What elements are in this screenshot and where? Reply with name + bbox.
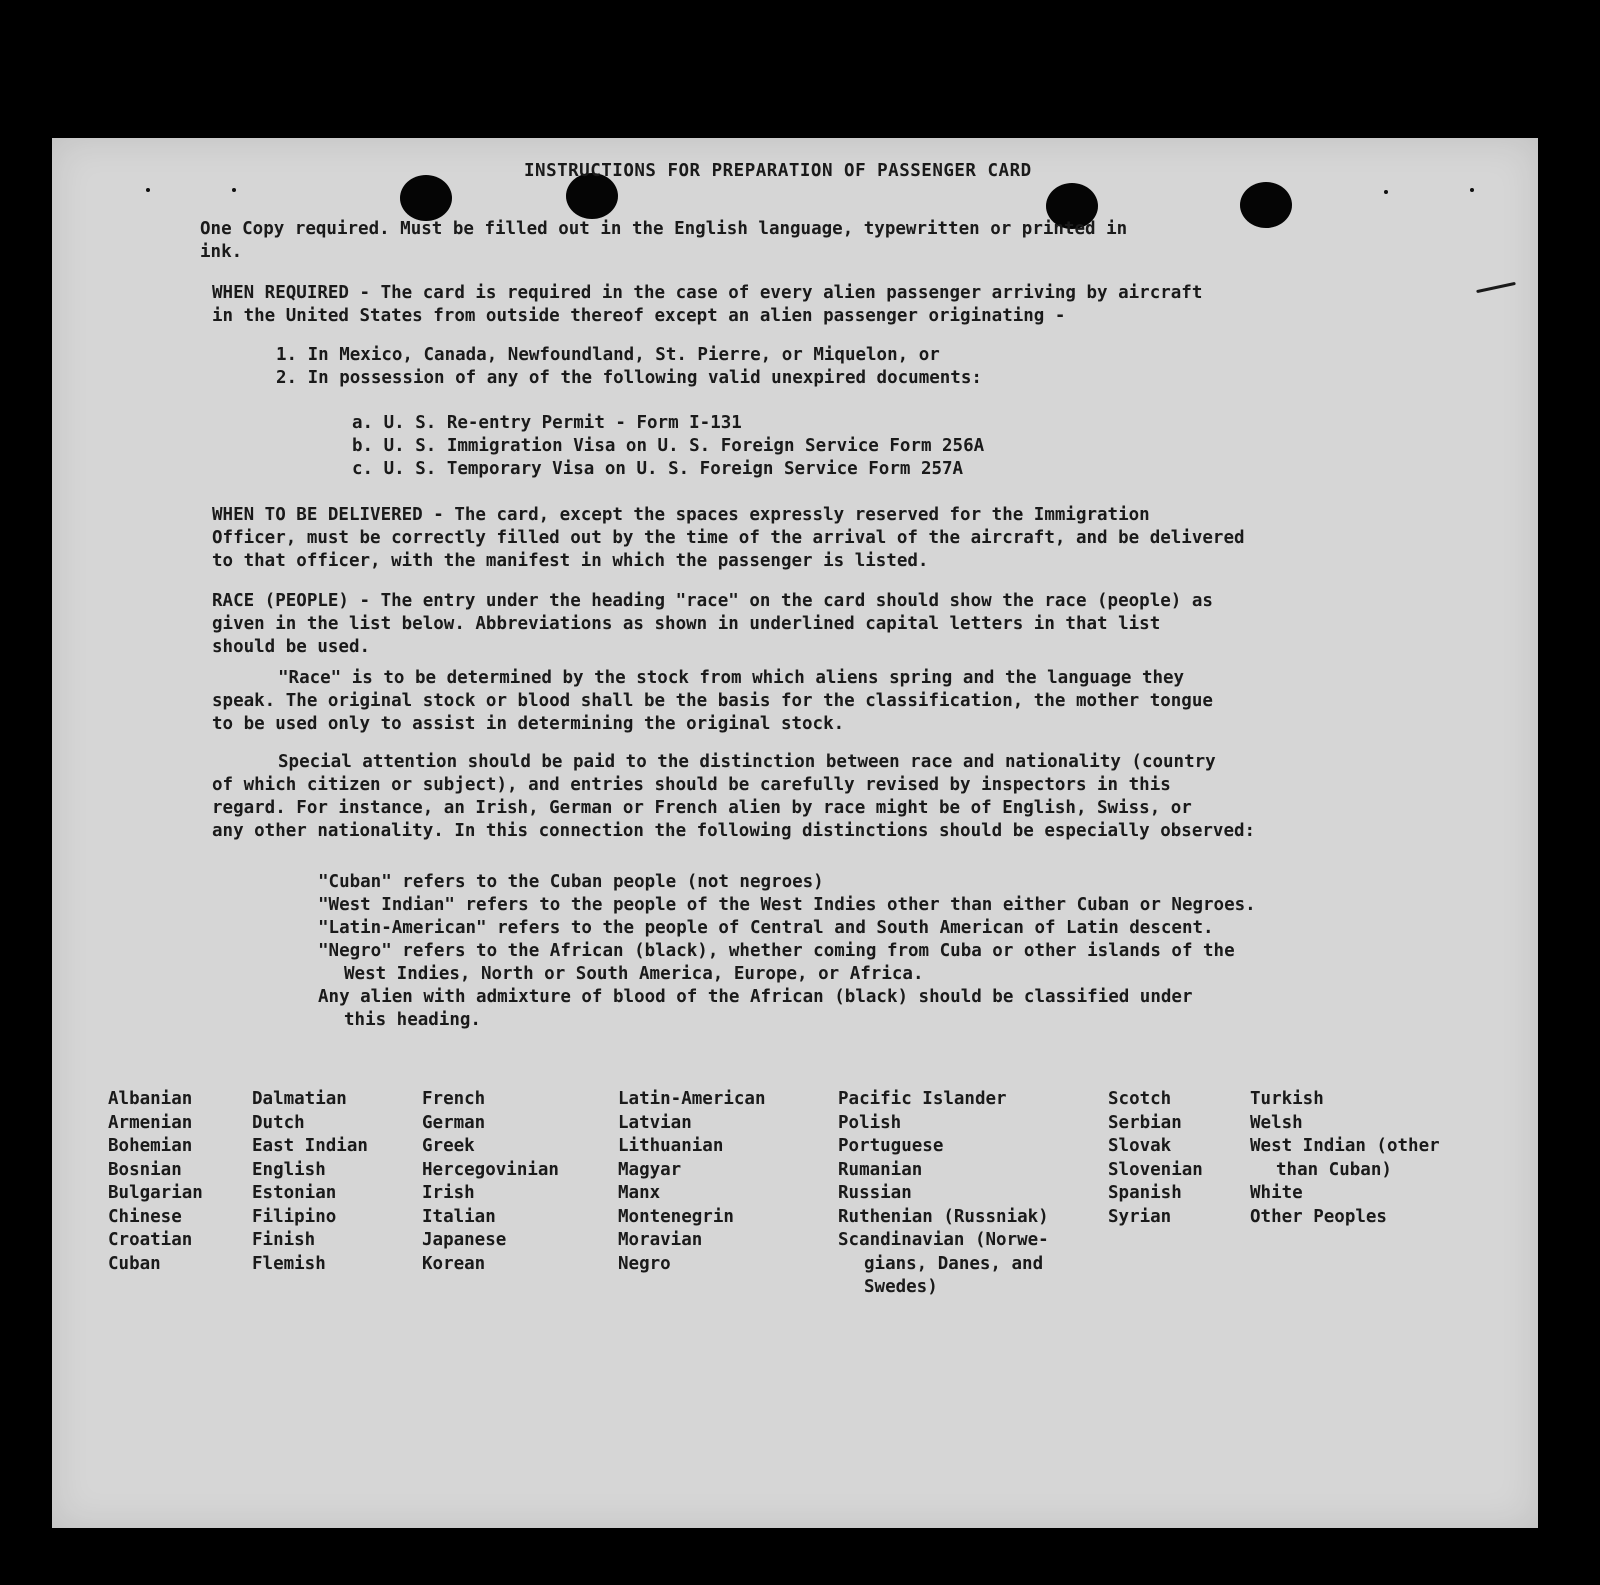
document-title: INSTRUCTIONS FOR PREPARATION OF PASSENGER CARD (524, 161, 1032, 181)
race-entry: English (252, 1159, 326, 1180)
list-item: c. U. S. Temporary Visa on U. S. Foreign Service Form 257A (352, 459, 964, 479)
race-entry: Pacific Islander (838, 1089, 1007, 1109)
race-entry: Hercegovinian (422, 1159, 559, 1180)
text-line: Any alien with admixture of blood of the African (black) should be classified under (318, 987, 1193, 1007)
text-line: WHEN REQUIRED - The card is required in the case of every alien passenger arriving by aircraft (212, 283, 1203, 303)
list-item: a. U. S. Re-entry Permit - Form I-131 (352, 413, 742, 433)
race-entry: Bohemian (108, 1136, 193, 1156)
text-line: to be used only to assist in determining the original stock. (212, 714, 845, 734)
race-entry: than Cuban) (1276, 1159, 1392, 1180)
race-entry: Spanish (1108, 1183, 1182, 1203)
race-entry: Estonian (252, 1183, 337, 1203)
race-entry: Finish (252, 1230, 316, 1250)
text-line: given in the list below. Abbreviations as shown in underlined capital letters in that list (212, 614, 1161, 634)
text-line: Officer, must be correctly filled out by the time of the arrival of the aircraft, and be delivered (212, 528, 1245, 548)
race-entry: Italian (422, 1206, 496, 1227)
race-entry: Magyar (618, 1159, 682, 1180)
race-entry: Polish (838, 1112, 902, 1133)
race-people-paragraph (212, 590, 1213, 659)
text-line: "Negro" refers to the African (black), whether coming from Cuba or other islands of the (318, 941, 1235, 961)
race-entry: Armenian (108, 1112, 193, 1133)
special-attention-paragraph (212, 751, 1255, 843)
text-line: any other nationality. In this connection the following distinctions should be especially observed: (212, 821, 1256, 841)
race-entry: Portuguese (838, 1136, 944, 1156)
race-entry: Albanian (108, 1089, 193, 1109)
race-column (618, 1088, 766, 1276)
race-column (1108, 1088, 1203, 1229)
text-line: should be used. (212, 637, 371, 657)
race-definition-paragraph (212, 667, 1213, 736)
when-required-paragraph (212, 282, 1202, 328)
list-item: b. U. S. Immigration Visa on U. S. Foreign Service Form 256A (352, 436, 985, 456)
race-entry: Turkish (1250, 1089, 1324, 1109)
race-column (108, 1088, 203, 1276)
text-line: regard. For instance, an Irish, German or French alien by race might be of English, Swiss, or (212, 798, 1192, 818)
text-line: to that officer, with the manifest in which the passenger is listed. (212, 551, 929, 571)
text-line: in the United States from outside thereof except an alien passenger originating - (212, 306, 1066, 326)
list-item: 2. In possession of any of the following valid unexpired documents: (276, 368, 982, 388)
text-line: Special attention should be paid to the distinction between race and nationality (country (278, 752, 1216, 772)
race-entry: Bosnian (108, 1159, 182, 1180)
numbered-list (276, 344, 982, 390)
race-entry: Welsh (1250, 1112, 1303, 1133)
race-entry: Flemish (252, 1253, 326, 1274)
race-entry: Ruthenian (Russniak) (838, 1206, 1049, 1227)
text-line: One Copy required. Must be filled out in the English language, typewritten or printed in (200, 219, 1128, 239)
text-line: this heading. (344, 1010, 481, 1030)
race-entry: Chinese (108, 1206, 182, 1227)
race-entry: Scandinavian (Norwe- (838, 1230, 1049, 1250)
race-entry: East Indian (252, 1136, 368, 1156)
race-column (252, 1088, 368, 1276)
race-entry: Dalmatian (252, 1089, 347, 1109)
race-entry: Japanese (422, 1230, 507, 1250)
race-entry: Serbian (1108, 1112, 1182, 1133)
race-entry: Syrian (1108, 1206, 1172, 1227)
race-entry: Montenegrin (618, 1206, 734, 1227)
race-column (1250, 1088, 1440, 1229)
text-line: WHEN TO BE DELIVERED - The card, except the spaces expressly reserved for the Immigration (212, 505, 1150, 525)
document-page (52, 138, 1538, 1528)
race-entry: Rumanian (838, 1159, 923, 1180)
race-entry: Russian (838, 1183, 912, 1203)
race-entry: Irish (422, 1183, 475, 1203)
race-entry: Lithuanian (618, 1136, 724, 1156)
distinctions-list (318, 871, 1256, 1032)
text-line: West Indies, North or South America, Europe, or Africa. (344, 964, 924, 984)
race-entry: Filipino (252, 1206, 337, 1227)
race-entry: Manx (618, 1183, 661, 1203)
race-entry: Cuban (108, 1253, 161, 1274)
race-entry: White (1250, 1183, 1303, 1203)
text-line: speak. The original stock or blood shall be the basis for the classification, the mother tongue (212, 691, 1213, 711)
race-column (422, 1088, 559, 1276)
text-line: "Cuban" refers to the Cuban people (not negroes) (318, 872, 824, 892)
race-entry: French (422, 1089, 486, 1109)
race-entry: Swedes) (864, 1277, 938, 1297)
race-entry: Slovak (1108, 1136, 1172, 1156)
race-entry: Latin-American (618, 1089, 766, 1109)
race-column (838, 1088, 1049, 1300)
text-line: "Latin-American" refers to the people of Central and South American of Latin descent. (318, 918, 1214, 938)
race-entry: gians, Danes, and (864, 1253, 1044, 1274)
race-entry: German (422, 1112, 486, 1133)
race-entry: Other Peoples (1250, 1206, 1387, 1227)
race-entry: West Indian (other (1250, 1136, 1440, 1156)
when-delivered-paragraph (212, 504, 1245, 573)
race-entry: Negro (618, 1253, 671, 1274)
race-entry: Greek (422, 1136, 475, 1156)
lettered-list (352, 412, 984, 481)
document-text (52, 138, 1538, 1528)
text-line: "Race" is to be determined by the stock from which aliens spring and the language they (278, 668, 1185, 688)
race-entry: Croatian (108, 1230, 193, 1250)
race-entry: Scotch (1108, 1089, 1172, 1109)
race-entry: Korean (422, 1253, 486, 1274)
race-entry: Slovenian (1108, 1159, 1203, 1180)
text-line: "West Indian" refers to the people of the West Indies other than either Cuban or Negroes. (318, 895, 1256, 915)
intro-paragraph (200, 218, 1127, 264)
text-line: RACE (PEOPLE) - The entry under the heading "race" on the card should show the race (people) as (212, 591, 1213, 611)
race-entry: Bulgarian (108, 1183, 203, 1203)
race-entry: Dutch (252, 1112, 305, 1133)
text-line: of which citizen or subject), and entries should be carefully revised by inspectors in this (212, 775, 1171, 795)
list-item: 1. In Mexico, Canada, Newfoundland, St. Pierre, or Miquelon, or (276, 345, 940, 365)
race-entry: Moravian (618, 1230, 703, 1250)
text-line: ink. (200, 242, 243, 262)
race-entry: Latvian (618, 1112, 692, 1133)
